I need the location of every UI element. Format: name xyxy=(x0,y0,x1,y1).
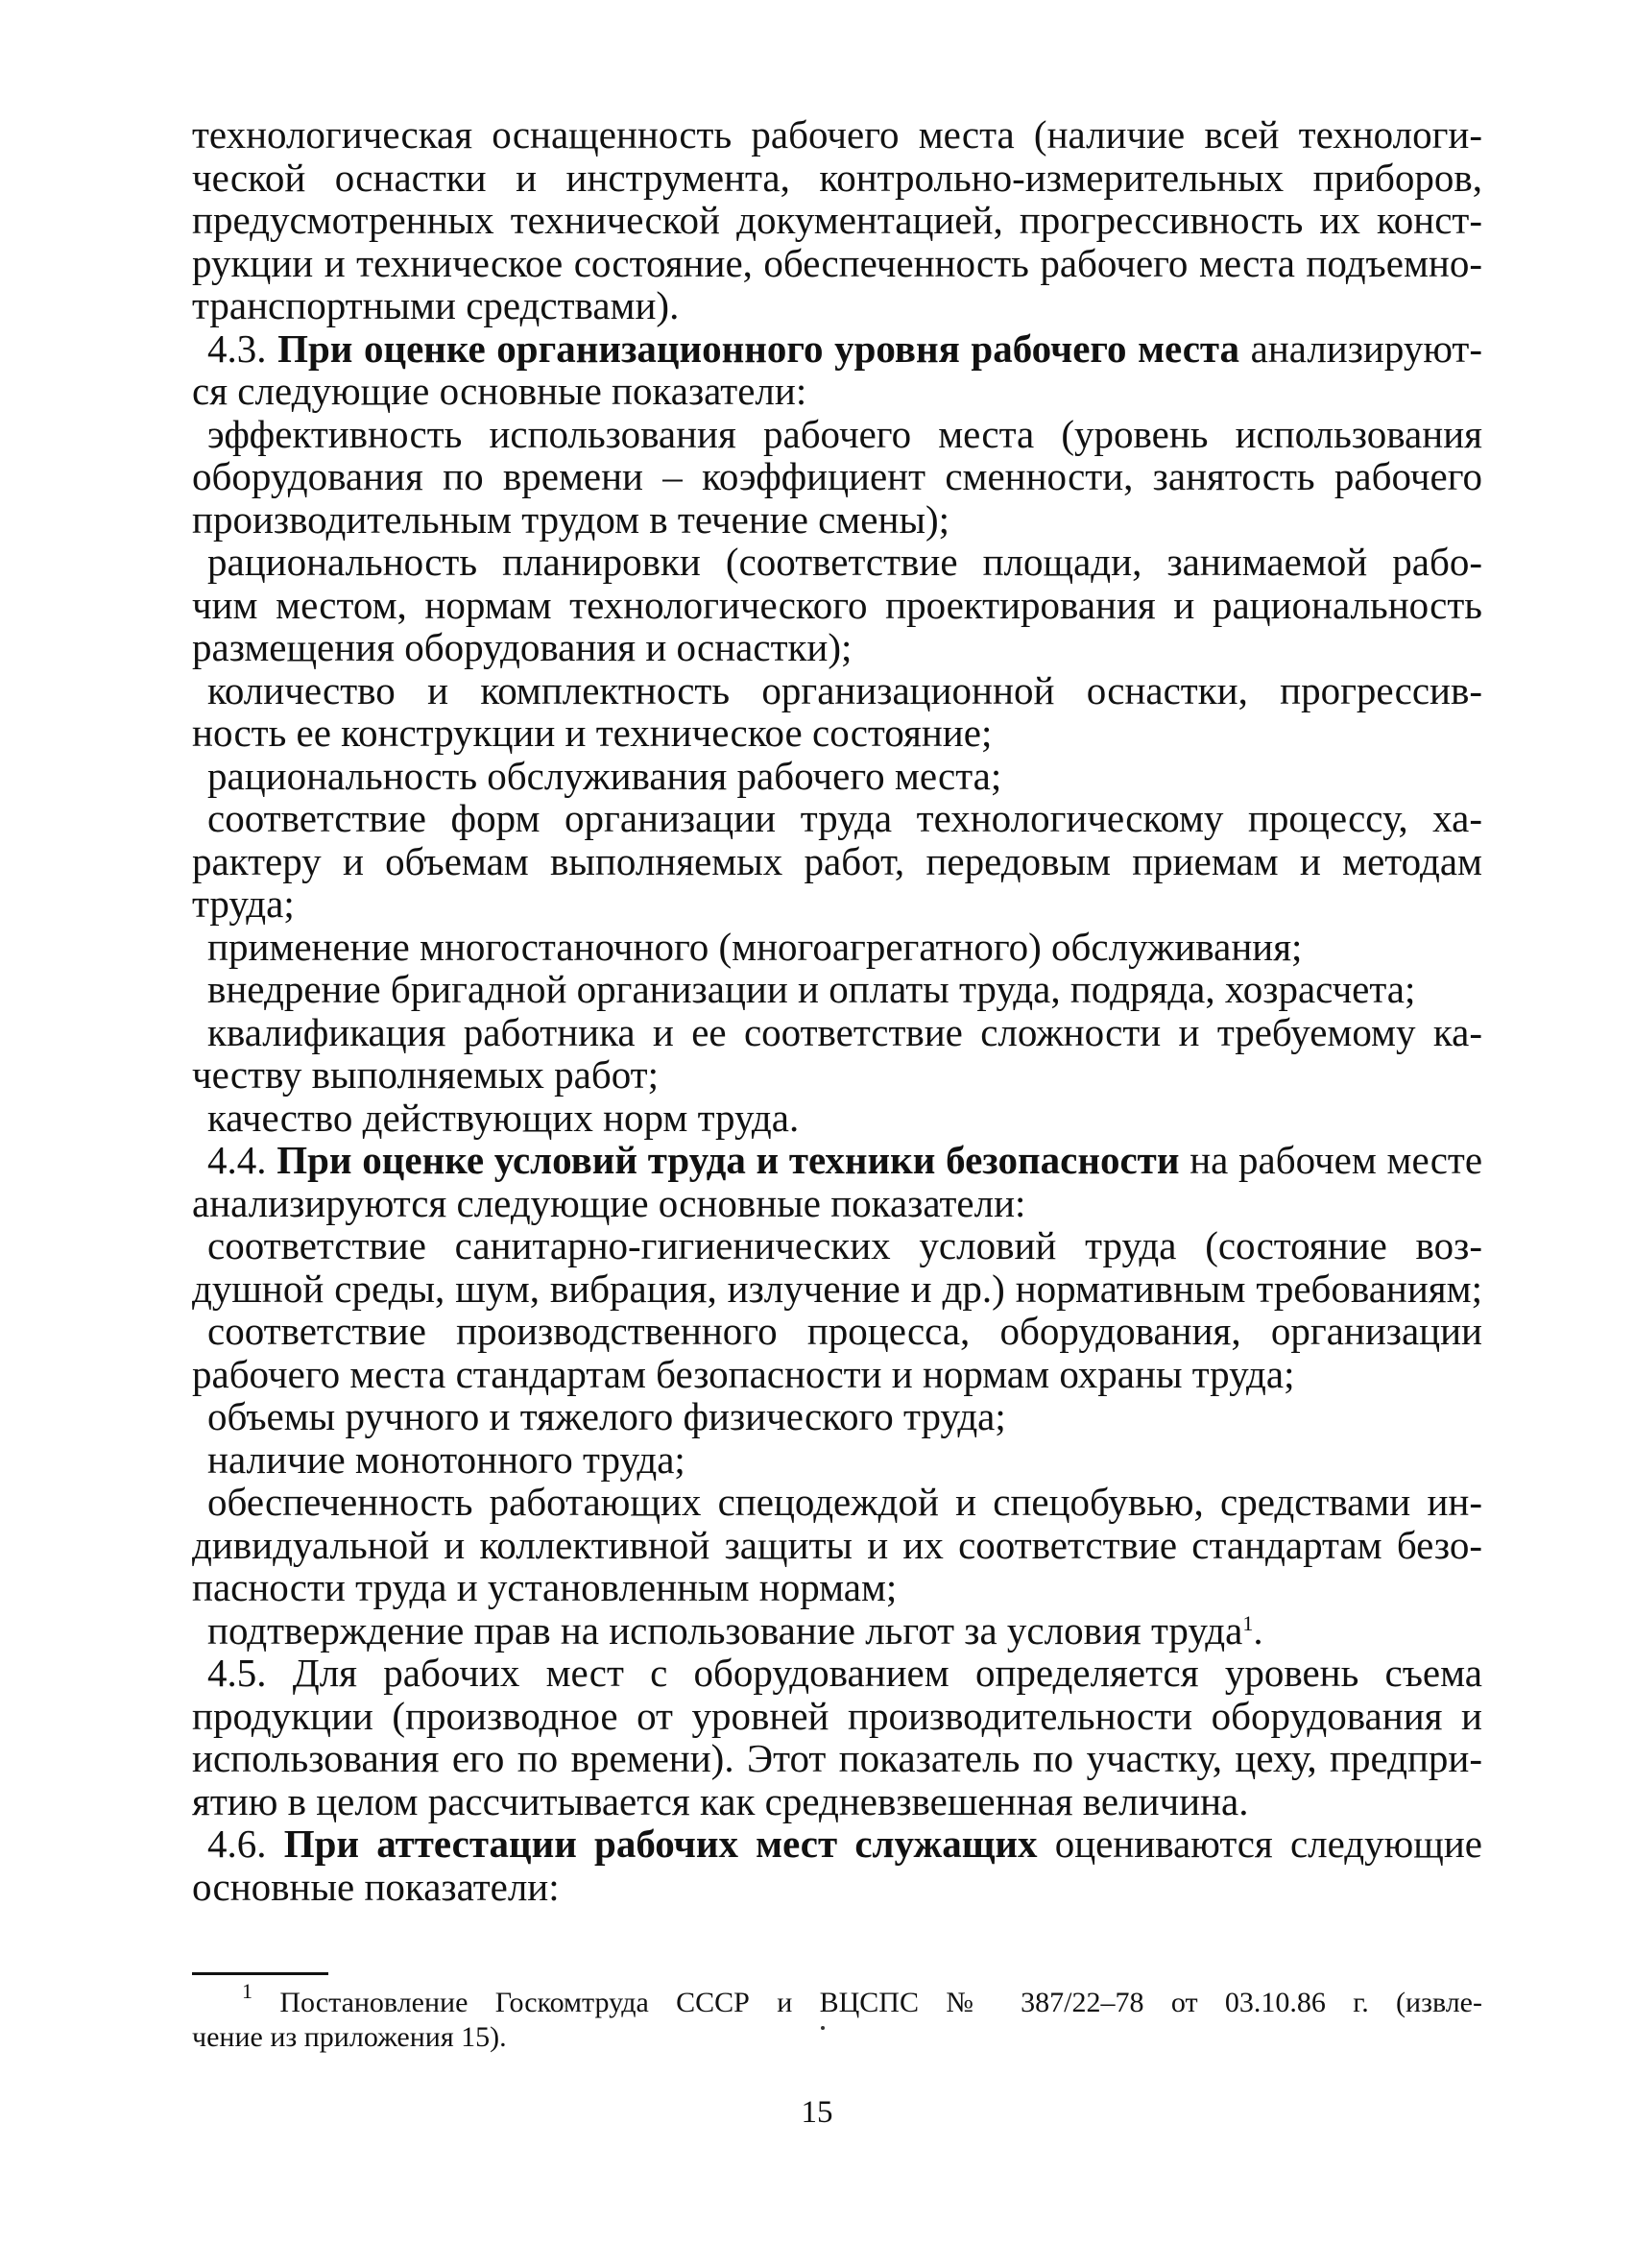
text-line: размещения оборудования и оснастки); xyxy=(192,625,853,669)
text-line: квалификация работника и ее соответствие сложности и требуемому ка- xyxy=(207,1009,1482,1054)
text-line: объемы ручного и тяжелого физического труда; xyxy=(207,1394,1006,1438)
section-heading-4-6 xyxy=(192,1822,1482,1866)
scan-speck xyxy=(821,2026,825,2030)
text-line: внедрение бригадной организации и оплаты труда, подряда, хозрасчета; xyxy=(207,967,1416,1011)
text-line: технологическая оснащенность рабочего места (наличие всей технологи- xyxy=(192,112,1482,157)
text-line: производительным трудом в течение смены); xyxy=(192,496,950,542)
footnote-divider xyxy=(192,1972,328,1975)
text-fragment: подтверждение прав на использование льгот за условия труда xyxy=(207,1607,1243,1653)
text-line: ность ее конструкции и техническое состояние; xyxy=(192,711,993,755)
section-text: анализируют- xyxy=(1250,326,1482,371)
text-fragment: . xyxy=(1253,1607,1263,1653)
text-line: рактеру и объемам выполняемых работ, передовым приемам и методам xyxy=(192,838,1482,883)
section-title: При оценке условий труда и техники безопасности xyxy=(276,1138,1180,1182)
text-line: соответствие форм организации труда технологическому процессу, ха- xyxy=(207,796,1482,840)
text-line: ческой оснастки и инструмента, контрольно-измерительных приборов, xyxy=(192,155,1482,200)
text-line: ятию в целом рассчитывается как средневзвешенная величина. xyxy=(192,1778,1249,1823)
text-line: дивидуальной и коллективной защиты и их соответствие стандартам безо- xyxy=(192,1522,1482,1567)
section-number: 4.4. xyxy=(207,1138,267,1182)
text-line: анализируются следующие основные показатели: xyxy=(192,1180,1026,1225)
text-line: соответствие производственного процесса, оборудования, организации xyxy=(207,1309,1482,1353)
section-heading-4-3 xyxy=(192,327,1482,371)
text-line-with-footnote xyxy=(192,1609,1482,1653)
text-line: рукции и техническое состояние, обеспеченность рабочего места подъемно- xyxy=(192,240,1482,285)
footnote-text: Постановление Госкомтруда СССР и ВЦСПС № 387/22–78 от 03.10.86 г. (извле- xyxy=(279,1987,1482,2018)
footnote-reference[interactable]: 1 xyxy=(1242,1610,1254,1635)
text-line: основные показатели: xyxy=(192,1864,560,1909)
text-line: наличие монотонного труда; xyxy=(207,1436,685,1482)
text-line: рабочего места стандартам безопасности и нормам охраны труда; xyxy=(192,1351,1295,1396)
text-line: честву выполняемых работ; xyxy=(192,1052,659,1097)
footnote-line: чение из приложения 15). xyxy=(192,2021,507,2053)
text-line: 4.5. Для рабочих мест с оборудованием определяется уровень съема xyxy=(207,1651,1482,1695)
text-line: соответствие санитарно-гигиенических условий труда (состояние воз- xyxy=(207,1223,1482,1267)
text-line: обеспеченность работающих спецодеждой и спецобувью, средствами ин- xyxy=(207,1480,1482,1524)
text-line: продукции (производное от уровней производительности оборудования и xyxy=(192,1693,1482,1738)
section-text: на рабочем месте xyxy=(1189,1138,1483,1182)
text-line: рациональность обслуживания рабочего места; xyxy=(207,753,1002,798)
text-line: труда; xyxy=(192,881,295,926)
text-line: транспортными средствами). xyxy=(192,283,680,327)
document-body xyxy=(192,113,1482,1908)
footnote-line xyxy=(192,1979,1482,2020)
section-heading-4-4 xyxy=(192,1139,1482,1182)
section-text: оцениваются следующие xyxy=(1054,1822,1483,1866)
section-title: При аттестации рабочих мест служащих xyxy=(283,1822,1038,1866)
text-line: пасности труда и установленным нормам; xyxy=(192,1565,898,1609)
text-line: предусмотренных технической документацией, прогрессивность их конст- xyxy=(192,198,1482,242)
text-line: использования его по времени). Этот показатель по участку, цеху, предпри- xyxy=(192,1736,1482,1780)
text-line: количество и комплектность организационной оснастки, прогрессив- xyxy=(207,667,1482,712)
text-line: эффективность использования рабочего места (уровень использования xyxy=(207,411,1482,456)
text-line: рациональность планировки (соответствие площади, занимаемой рабо- xyxy=(207,540,1482,584)
footnote-marker: 1 xyxy=(242,1979,252,2003)
text-line: применение многостаночного (многоагрегатного) обслуживания; xyxy=(207,924,1303,969)
footnote xyxy=(192,1979,1482,2055)
text-line: ся следующие основные показатели: xyxy=(192,369,807,413)
text-line: душной среды, шум, вибрация, излучение и др.) нормативным требованиям; xyxy=(192,1266,1482,1311)
section-title: При оценке организационного уровня рабочего места xyxy=(277,326,1240,371)
section-number: 4.3. xyxy=(207,326,267,371)
text-line: качество действующих норм труда. xyxy=(207,1095,800,1140)
section-number: 4.6. xyxy=(207,1822,267,1866)
text-line: чим местом, нормам технологического проектирования и рациональность xyxy=(192,582,1482,627)
page-number: 15 xyxy=(801,2095,833,2130)
text-line: оборудования по времени – коэффициент сменности, занятость рабочего xyxy=(192,454,1482,498)
